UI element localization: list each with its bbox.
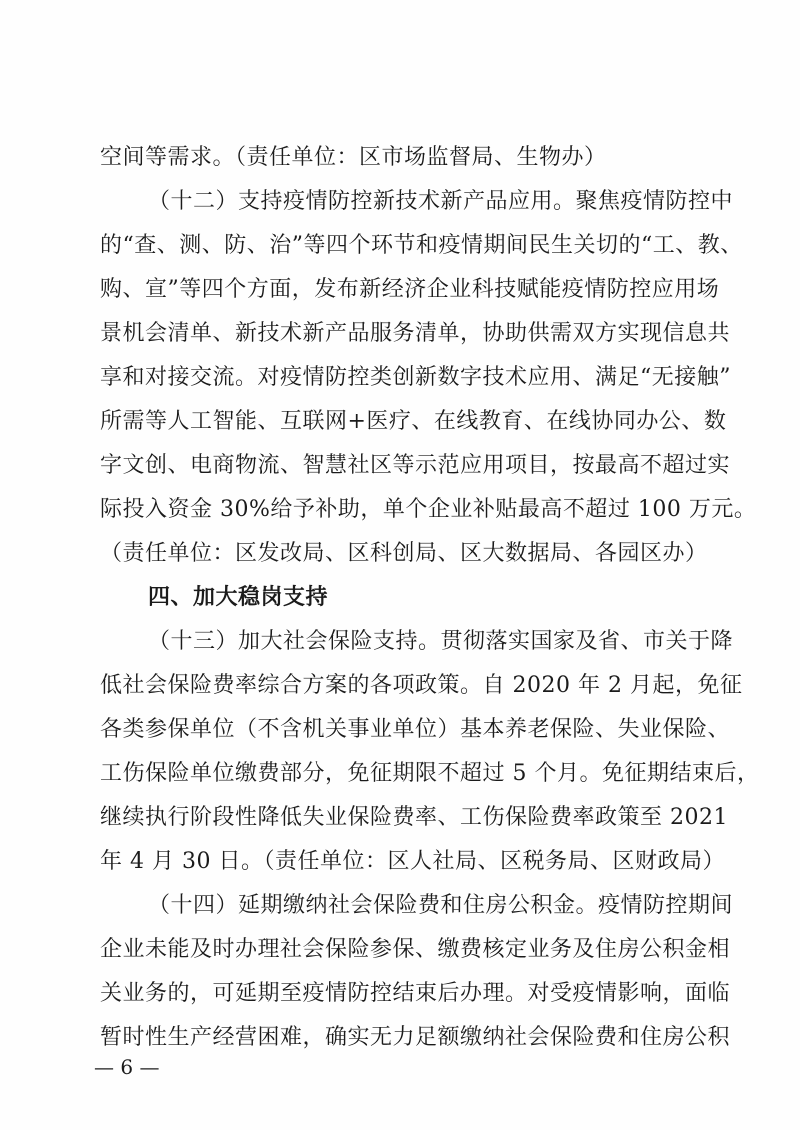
body-text-line: 空间等需求。（责任单位：区市场监督局、生物办） <box>100 145 607 170</box>
body-text-line: 的“查、测、防、治”等四个环节和疫情期间民生关切的“工、教、 <box>100 233 743 258</box>
body-text-line: 年 4 月 30 日。（责任单位：区人社局、区税务局、区财政局） <box>100 849 725 874</box>
body-text-line: 工伤保险单位缴费部分，免征期限不超过 5 个月。免征期结束后， <box>100 761 760 786</box>
body-text-line: 享和对接交流。对疫情防控类创新数字技术应用、满足“无接触” <box>100 365 731 390</box>
body-text-line: 低社会保险费率综合方案的各项政策。自 2020 年 2 月起，免征 <box>100 673 743 698</box>
section-heading: 四、加大稳岗支持 <box>148 585 329 610</box>
body-text-line: 景机会清单、新技术新产品服务清单，协助供需双方实现信息共 <box>100 321 731 346</box>
body-text-line: 所需等人工智能、互联网+医疗、在线教育、在线协同办公、数 <box>100 409 727 434</box>
body-text-line: 购、宣”等四个方面，发布新经济企业科技赋能疫情防控应用场 <box>100 277 720 302</box>
body-text-line: 关业务的，可延期至疫情防控结束后办理。对受疫情影响，面临 <box>100 981 731 1006</box>
body-text-line: 企业未能及时办理社会保险参保、缴费核定业务及住房公积金相 <box>100 937 731 962</box>
body-text-line: 暂时性生产经营困难，确实无力足额缴纳社会保险费和住房公积 <box>100 1025 731 1050</box>
body-text-line: 字文创、电商物流、智慧社区等示范应用项目，按最高不超过实 <box>100 453 731 478</box>
body-text-line: 各类参保单位（不含机关事业单位）基本养老保险、失业保险、 <box>100 717 731 742</box>
section-paragraph-13-lead: （十三）加大社会保险支持。贯彻落实国家及省、市关于降 <box>148 629 734 654</box>
section-paragraph-14-lead: （十四）延期缴纳社会保险费和住房公积金。疫情防控期间 <box>148 893 734 918</box>
body-text-line: 际投入资金 30%给予补助，单个企业补贴最高不超过 100 万元。 <box>100 497 757 522</box>
page-number: — 6 — <box>94 1055 160 1079</box>
body-text-line: 继续执行阶段性降低失业保险费率、工伤保险费率政策至 2021 <box>100 805 728 830</box>
body-text-line: （责任单位：区发改局、区科创局、区大数据局、各园区办） <box>100 541 708 566</box>
section-paragraph-12-lead: （十二）支持疫情防控新技术新产品应用。聚焦疫情防控中 <box>148 189 734 214</box>
